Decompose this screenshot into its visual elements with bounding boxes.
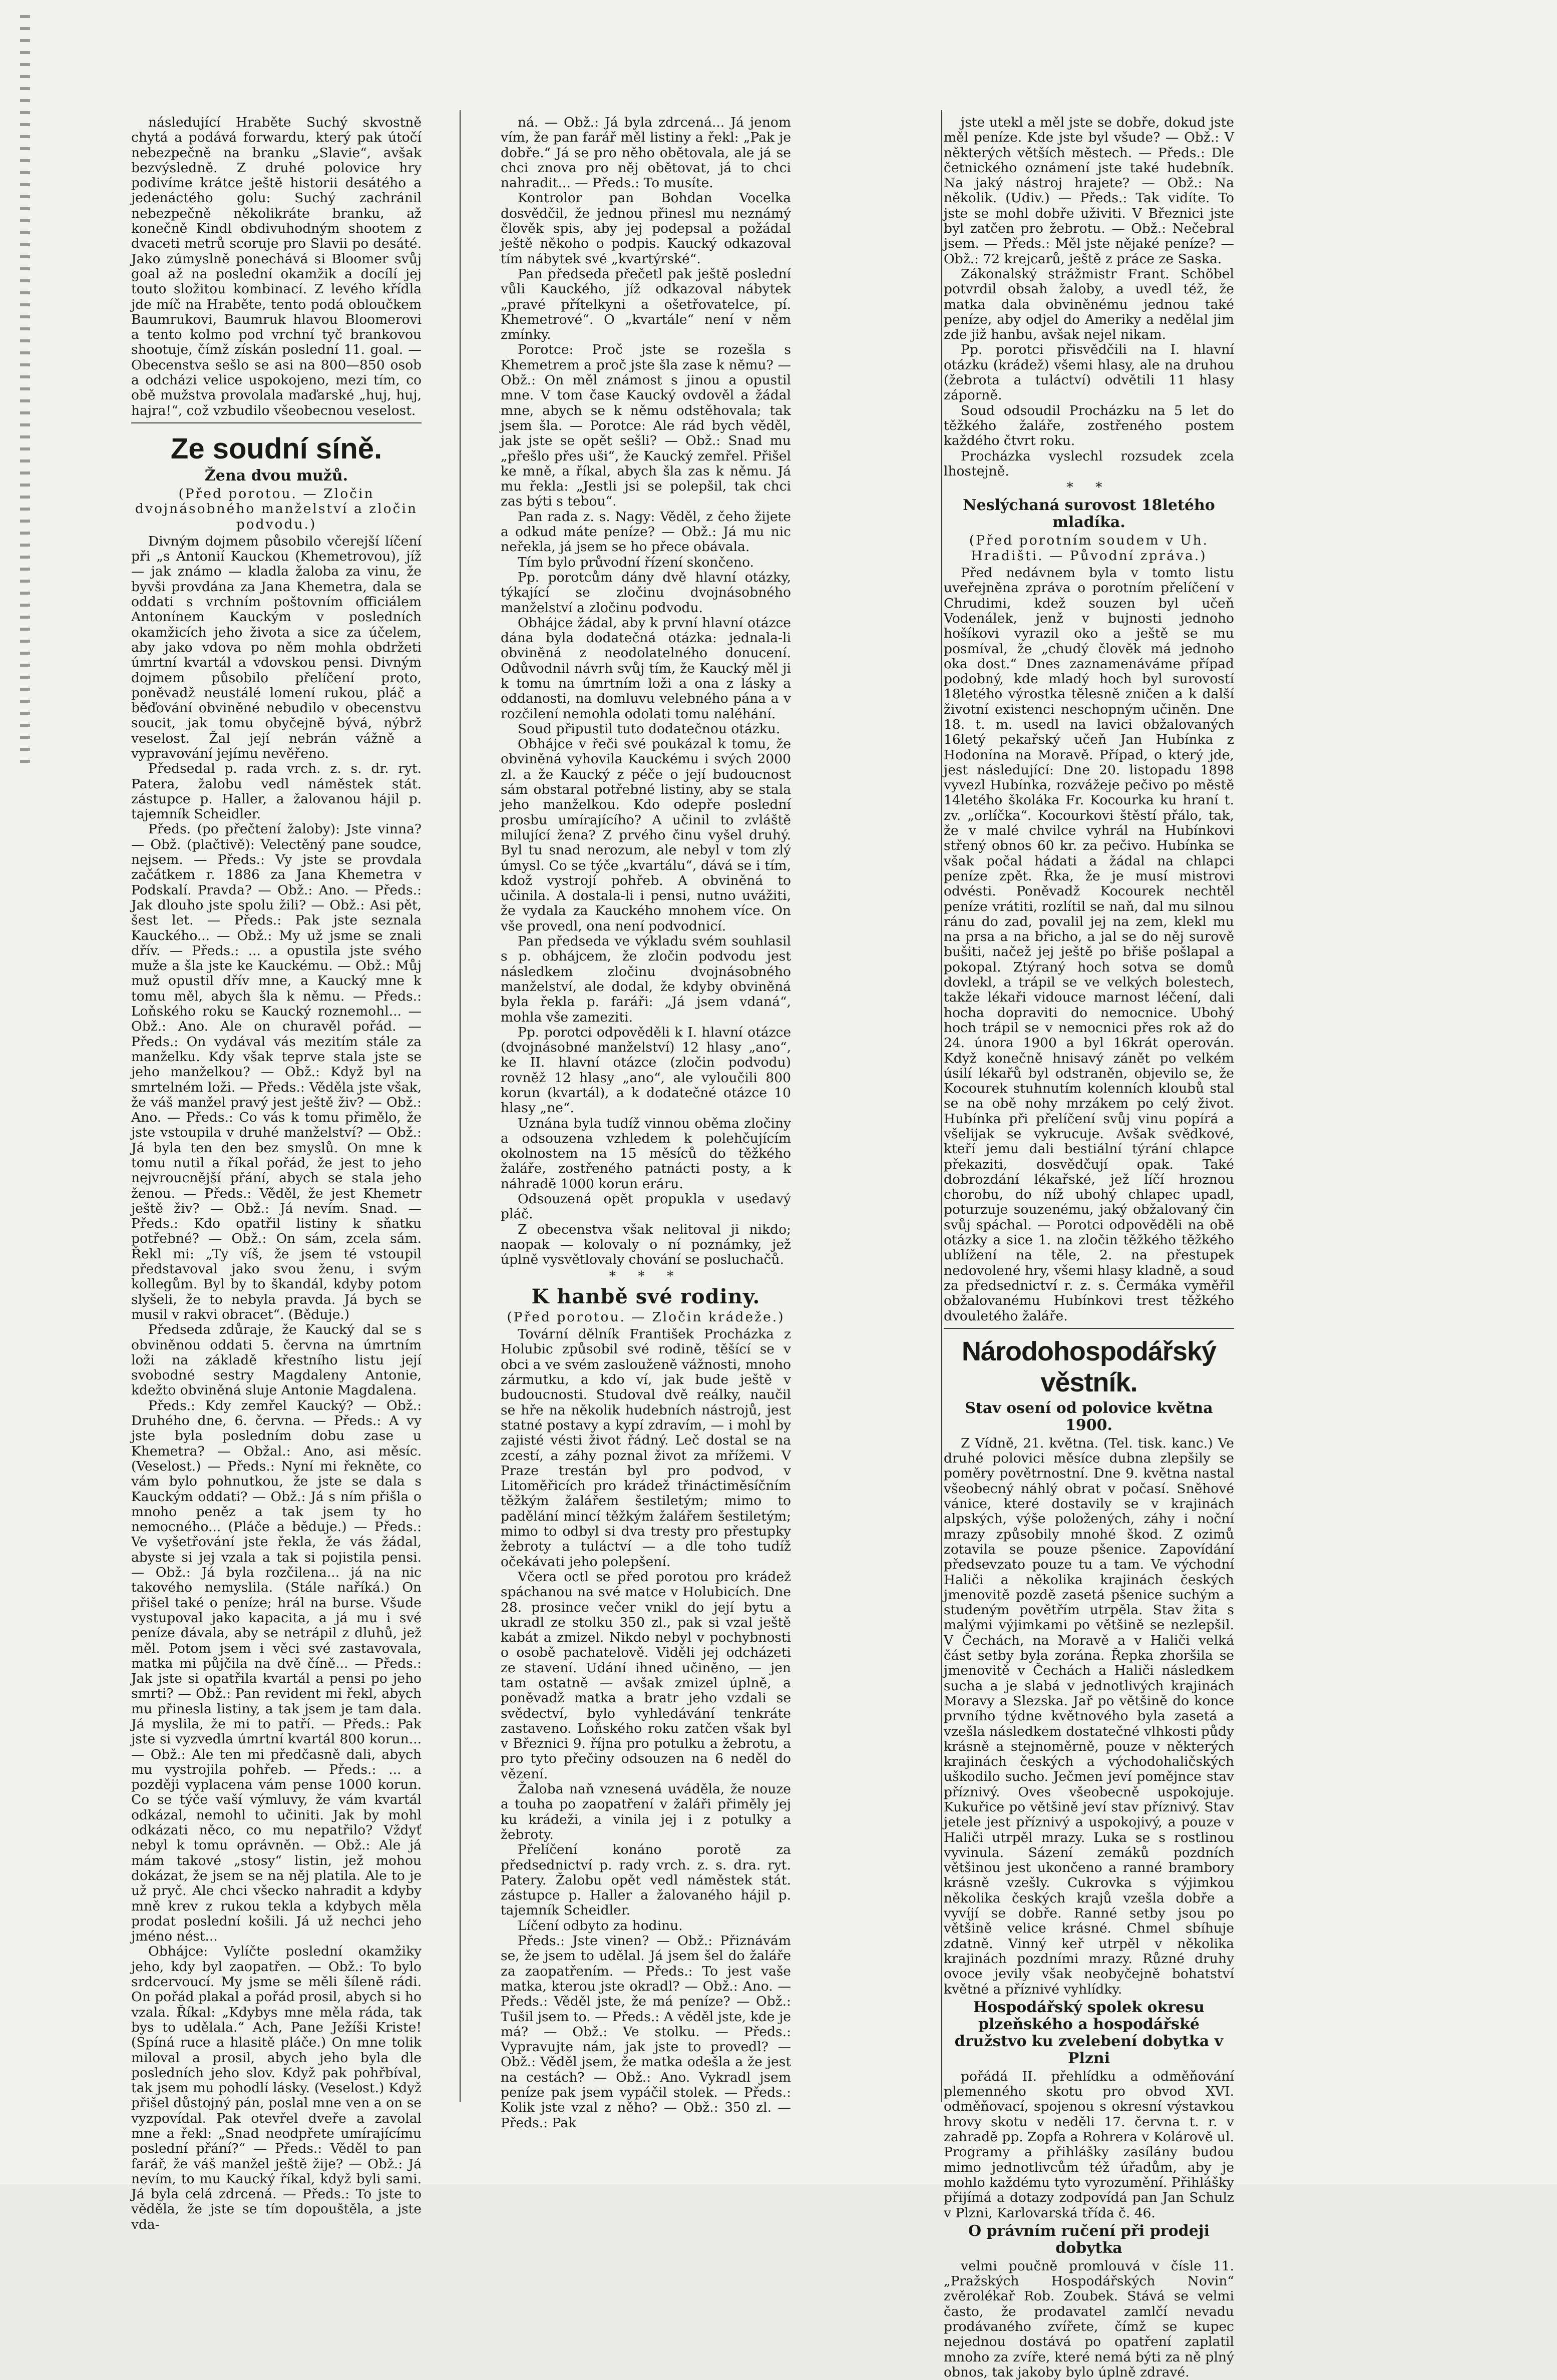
article-title: O právním ručení při prodeji dobytka xyxy=(968,2222,1210,2257)
paragraph: Soud odsoudil Procházku na 5 let do těžkého žaláře, zostřeného postem každého čtvrt roku. xyxy=(944,402,1234,449)
paragraph: Kontrolor pan Bohdan Vocelka dosvědčil, že jednou přinesl mu neznámý člověk spis, aby jej podepsal a požádal ještě někoho o podpis. Kaucký odkazoval tím nábytek své „kvartýrské“. xyxy=(501,190,791,267)
paragraph: Pan předseda přečetl pak ještě poslední vůli Kauckého, jíž odkazoval nábytek „pravé přítelkyni a ošetřovatelce, pí. Khemetrové“. O „kvartále“ není v něm zmínky. xyxy=(501,266,791,343)
binding-holes xyxy=(20,15,30,766)
paragraph: Tovární dělník František Procházka z Holubic způsobil své rodině, těšící se v obci a ve svém zaslouženě vážnosti, mnoho zármutku, a kdo ví, jak bude ještě v budoucnosti. Studoval dvě reálky, naučil se hře na několik hudebních nástrojů, jest statné postavy a kypí zdravím, — i mohl by zajisté vésti život řádný. Leč dostal se na zcestí, a záhy poznal život za mřížemi. V Praze trestán byl pro podvod, v Litoměřicích pro krádež třináctiměsíčním těžkým žalářem šestiletým; mimo to padělání mincí těžkým žalářem šestiletým; mimo to odbyl si dva tresty pro přestupky žebroty a tuláctví — a dle toho tudíž očekávati jeho polepšení. xyxy=(501,1326,791,1570)
paragraph: Před nedávnem byla v tomto listu uveřejněna zpráva o porotním přelíčení v Chrudimi, kdež souzen byl učeň Vodenálek, jenž v bujnosti jednoho hošíkovi vyrazil oko a ještě se mu posmíval, že „chudý člověk má jednoho oka dost.“ Dnes zaznamenáváme případ podobný, kde mladý hoch byl surovostí 18letého výrostka tělesně zničen a k další životní existenci neschopným učiněn. Dne 18. t. m. usedl na lavici obžalovaných 16letý pekařský učeň Jan Hubínka z Hodonína na Moravě. Případ, o který jde, jest následující: Dne 20. listopadu 1898 vyvezl Hubínka, rozvážeje pečivo po městě 14letého školáka Fr. Kocourka ku hraní t. zv. „orlíčka“. Kocourkovi štěstí přálo, tak, že v malé chvilce vyhrál na Hubínkovi střený obnos 60 kr. za pečivo. Hubínka se však počal hádati a žádal na chlapci peníze zpět. Řka, že je musí mistrovi odvésti. Poněvadž Kocourek nechtěl peníze vrátiti, rozlítil se naň, dal mu silnou ránu do zad, povalil jej na zem, klekl mu na prsa a na břicho, a jal se do něj surově bušiti, načež jej ještě po břiše pošlapal a pokopal. Ztýraný hoch sotva se domů dovlekl, a trápil se ve velkých bolestech, takže lékaři vidouce marnost léčení, dali hocha dopraviti do nemocnice. Ubohý hoch trápil se v nemocnici přes rok až do 24. února 1900 a byl 16krát operován. Když konečně hnisavý zánět po velkém úsilí lékařů byl odstraněn, objevilo se, že Kocourek stuhnutím kolenních kloubů stal se na obě nohy mrzákem po celý život. Hubínka při přelíčení svůj vinu popírá a všelijak se vykrucuje. Avšak svědkové, kteří jemu dali bestiální týrání chlapce překaziti, dosvědčují opak. Také dobrozdání lékařské, jež líčí hroznou chorobu, do níž ubohý chlapec upadl, poturzuje souzenému, jaký obžalovaný čin svůj spáchal. — Porotci odpověděli na obě otázky a sice 1. na zločin těžkého těžkého ublížení na těle, 2. na přestupek nedovolené hry, všemi hlasy kladně, a soud za předsednictví r. z. s. Čermáka vyměřil obžalovanému Hubínkovi trest těžkého dvouletého žaláře. xyxy=(944,565,1234,1324)
paragraph: velmi poučně promlouvá v čísle 11. „Pražských Hospodářských Novin“ zvěrolékař Rob. Zoubek. Stává se velmi často, že prodavatel zamlčí nevadu prodávaného zvířete, čímž se kupec nejednou dostává po opatření zaplatil mnoho za zvíře, které nemá býti za ně plný obnos, tak jakoby bylo úplně zdravé. xyxy=(944,2258,1234,2380)
separator-stars: * * xyxy=(1066,480,1111,496)
article-subtitle: (Před porotou. — Zločin krádeže.) xyxy=(507,1309,785,1325)
paragraph: Předseda zdůraje, že Kaucký dal se s obviněnou oddati 5. června na úmrtním loži na základě křestního listu její svobodné sestry Magdaleny Antonie, kdežto obviněná sluje Antonie Magdalena. xyxy=(131,1322,422,1398)
paragraph: Líčení odbyto za hodinu. xyxy=(518,1918,683,1934)
paragraph: Přelíčení konáno porotě za předsednictví p. rady vrch. z. s. dra. ryt. Patery. Žalobu opět vedl náměstek stát. zástupce p. Haller a žalovaného hájil p. tajemník Scheidler. xyxy=(501,1842,791,1919)
paragraph: Divným dojmem působilo včerejší líčení při „s Antonií Kauckou (Khemetrovou), jíž — jak známo — kladla žaloba za vinu, že byvši provdána za Jana Khemetra, dala se oddati s vrchním poštovním officiálem Antonínem Kauckým v posledních okamžicích jeho života a sice za účelem, aby jako vdova po něm mohla obdržeti úmrtní kvartál a vdovskou pensi. Divným dojmem působilo přelíčení proto, poněvadž neustálé lomení rukou, pláč a běďování obviněné nebudilo v obecenstvu soucit, jak tomu obyčejně bývá, nýbrž veselost. Žal její nebrán vážně a vypravování jejímu nevěřeno. xyxy=(131,533,422,761)
paragraph: Pan předseda ve výkladu svém souhlasil s p. obhájcem, že zločin podvodu jest následkem zločinu dvojnásobného manželství, ale dodal, že kdyby obviněná byla řekla p. faráři: „Já jsem vdaná“, mohla vše zameziti. xyxy=(501,933,791,1025)
article-title: Hospodářský spolek okresu plzeňského a hospodářské družstvo ku zvelebení dobytka v Plzni xyxy=(954,1998,1224,2067)
paragraph: Pan rada z. s. Nagy: Věděl, z čeho žijete a odkud máte peníze? — Obž.: Já mu nic neřekla, já jsem se ho přece obávala. xyxy=(501,509,791,555)
paragraph: Pp. porotci přisvědčili na I. hlavní otázku (krádež) všemi hlasy, ale na druhou (žebrota a tuláctví) odvětili 11 hlasy záporně. xyxy=(944,342,1234,403)
article-subtitle: (Před porotním soudem v Uh. Hradišti. — Původní zpráva.) xyxy=(969,533,1209,564)
paragraph: Procházka vyslechl rozsudek zcela lhostejně. xyxy=(944,448,1234,479)
paragraph: Včera octl se před porotou pro krádež spáchanou na své matce v Holubicích. Dne 28. prosince večer vnikl do její bytu a ukradl ze stolku 350 zl., pak si vzal ještě kabát a zmizel. Nikdo nebyl v pochybnosti o osobě pachatelově. Viděli jej odcházeti ze stavení. Udání ihned učiněno, — jen tam ostatně — avšak zmizel úplně, a poněvadž matka a bratr jeho vzdali se svědectví, bylo vyhledávání tenkráte zastaveno. Loňského roku zatčen však byl v Březnici 9. října pro potulku a žebrotu, a pro tyto přečiny odsouzen na 6 neděl do vězení. xyxy=(501,1569,791,1782)
paragraph: Tím bylo průvodní řízení skončeno. xyxy=(518,554,754,570)
column-3 xyxy=(944,115,1234,2380)
section-rule xyxy=(131,422,422,423)
separator-stars: * * * xyxy=(609,1268,683,1284)
paragraph: Uznána byla tudíž vinnou oběma zločiny a odsouzena vzhledem k polehčujícím okolnostem na 15 měsíců do těžkého žaláře, zostřeného patnácti posty, a k náhradě 1000 korun eráru. xyxy=(501,1115,791,1192)
paragraph: Soud připustil tuto dodatečnou otázku. xyxy=(518,721,781,737)
column-rule xyxy=(460,110,461,2102)
article-title: Stav osení od polovice května 1900. xyxy=(965,1399,1213,1434)
paragraph: Předsedal p. rada vrch. z. s. dr. ryt. Patera, žalobu vedl náměstek stát. zástupce p. Haller, a žalovanou hájil p. tajemník Scheidler. xyxy=(131,761,422,822)
column-1 xyxy=(131,115,422,2232)
paragraph: Pp. porotcům dány dvě hlavní otázky, týkající se zločinu dvojnásobného manželství a zločinu podvodu. xyxy=(501,569,791,616)
column-rule xyxy=(941,110,942,2102)
paragraph: Obhájce žádal, aby k první hlavní otázce dána byla dodatečná otázka: jednala-li obviněná z neodolatelného donucení. Odůvodnil návrh svůj tím, že Kaucký měl ji k tomu na úmrtním loži a ona z lásky a oddanosti, na domluvu velebného pána a v rozčilení nemohla odolati tomu naléhání. xyxy=(501,615,791,722)
paragraph: Obhájce v řeči své poukázal k tomu, že obviněná vyhovila Kauckému i svých 2000 zl. a že Kaucký z péče o její budoucnost sám obstaral potřebné listiny, aby se stala jeho manželkou. Kdo odepře poslední prosbu umírajícího? A učinil to zvláště milující žena? Z prvého činu vyšel druhý. Byl tu snad nerozum, ale nebyl v tom zlý úmysl. Co se týče „kvartálu“, dává se i tím, kdož vystrojí pohřeb. A obviněná to učinila. A dostala-li i pensi, nutno uvážiti, že vydala za Kauckého mnohem více. On vše provedl, ona není podvodnicí. xyxy=(501,736,791,934)
paragraph: Z Vídně, 21. května. (Tel. tisk. kanc.) Ve druhé polovici měsíce dubna zlepšily se poměry povětrnostní. Dne 9. května nastal všeobecný náhlý obrat v počasí. Sněhové vánice, které dostavily se v krajinách alpských, výše položených, záhy i noční mrazy způsobily mnohé škod. Z ozimů zotavila se pouze pšenice. Zapovídání předsevzato pouze tu a tam. Ve východní Haliči a několika krajinách českých jmenovitě pozdě zasetá pšenice suchým a studeným povětřím utrpěla. Stav žita s malými výjimkami po většině se nezlepšil. V Čechách, na Moravě a v Haliči velká část setby byla zorána. Řepka zhoršila se jmenovitě v Čechách a Haliči následkem sucha a je slabá v jednotlivých krajinách Moravy a Slezska. Jař po většině do konce prvního týdne květnového byla zasetá a vzešla následkem dostatečné vlhkosti půdy krásně a stejnoměrně, pouze v některých krajinách českých a východohaličských uškodilo sucho. Ječmen jeví pomějnce stav příznivý. Oves všeobecně uspokojuje. Kukuřice po většině jeví stav příznivý. Stav jetele jest příznivý a uspokojivý, a pouze v Haliči utrpěl mrazy. Luka se s rostlinou vyvinula. Sázení zemáků pozdních většinou jest ukončeno a ranné brambory krásně vzešly. Cukrovka s výjimkou několika českých krajů vzešla dobře a vyvíjí se dobře. Ranné setby jsou po většině velice krásné. Chmel sbíhuje zdatně. Vinný keř utrpěl v několika krajinách pozdními mrazy. Různé druhy ovoce jevily však neobyčejně bohatství květné a příznivé vyhlídky. xyxy=(944,1435,1234,1997)
paragraph: Z obecenstva však nelitoval ji nikdo; naopak — kolovaly o ní poznámky, jež úplně vysvětlovaly chování se posluchačů. xyxy=(501,1221,791,1268)
paragraph: jste utekl a měl jste se dobře, dokud jste měl peníze. Kde jste byl všude? — Obž.: V některých větších městech. — Předs.: Dle četnického oznámení jste také hudebník. Na jaký nástroj hrajete? — Obž.: Na několik. (Udiv.) — Předs.: Tak vidíte. To jste se mohl dobře uživiti. V Březnici jste byl zatčen pro žebrotu. — Obž.: Nečebral jsem. — Předs.: Měl jste nějaké peníze? — Obž.: 72 krejcarů, ještě z práce ze Saska. xyxy=(944,115,1234,267)
paragraph: následující Hraběte Suchý skvostně chytá a podává forwardu, který pak útočí nebezpečně na branku „Slavie“, avšak bezvýsledně. Z druhé polovice hry podivíme krátce ještě historii desátého a jedenáctého golu: Suchý zachránil nebezpečně několikráte branku, až konečně Kindl obdivuhodným shootem z dvaceti metrů scoruje pro Slavii po desáté. Jako zúmyslně ponechává si Bloomer svůj goal až na poslední okamžik a docílí jej touto složitou kombinací. Z levého křídla jde míč na Hraběte, tento podá obloučkem Baumrukovi, Baumruk hlavou Bloomerovi a tento kolmo pod vrchní tyč brankovou shootuje, čímž získán poslední 11. goal. — Obecenstva sešlo se asi na 800—850 osob a odcházi velice uspokojeno, mezi tím, co obě mužstva provolala maďarské „huj, huj, hajra!“, což vzbudilo všeobecnou veselost. xyxy=(131,115,422,418)
paragraph: Žaloba naň vznesená uváděla, že nouze a touha po zaopatření v žaláři přiměly jej ku krádeži, a vinila jej i z potulky a žebroty. xyxy=(501,1781,791,1842)
paragraph: Předs.: Jste vinen? — Obž.: Přiznávám se, že jsem to udělal. Já jsem šel do žaláře za zaopatřením. — Předs.: To jest vaše matka, kterou jste okradl? — Obž.: Ano. — Předs.: Věděl jste, že má peníze? — Obž.: Tušil jsem to. — Předs.: A věděl jste, kde je má? — Obž.: Ve stolku. — Předs.: Vypravujte nám, jak jste to provedl? — Obž.: Věděl jsem, že matka odešla a že jest na cestách? — Obž.: Ano. Vykradl jsem peníze pak jsem vypáčil stolek. — Předs.: Kolik jste vzal z něho? — Obž.: 350 zl. — Předs.: Pak xyxy=(501,1933,791,2131)
paragraph: Odsouzená opět propukla v usedavý pláč. xyxy=(501,1191,791,1222)
article-title: Neslýchaná surovost 18letého mladíka. xyxy=(963,497,1215,532)
article-subtitle: (Před porotou. — Zločin dvojnásobného manželství a zločin podvodu.) xyxy=(135,486,418,532)
paragraph: Zákonalský strážmistr Frant. Schöbel potvrdil obsah žaloby, a uvedl též, že matka dala obviněnému jednou také peníze, aby odjel do Ameriky a nedělal jim zde již hanbu, avšak nejel nikam. xyxy=(944,266,1234,343)
paragraph: Obhájce: Vylíčte poslední okamžiky jeho, kdy byl zaopatřen. — Obž.: To bylo srdcervoucí. My jsme se měli šíleně rádi. On pořád plakal a pořád prosil, abych si ho vzala. Říkal: „Kdybys mne měla ráda, tak bys to udělala.“ Ach, Pane Ježíši Kriste! (Spíná ruce a hlasitě pláče.) On mne tolik miloval a prosil, abych jeho byla dle posledních jeho slov. Když pak pohřbíval, tak jsem mu pohodlí lásky. (Veselost.) Když přišel důstojný pán, poslal mne ven a on se vyzpovídal. Pak otevřel dveře a zavolal mne a řekl: „Snad neodpřete umírajícímu poslední přání?“ — Předs.: Věděl to pan farář, že váš manžel ještě žije? — Obž.: Já nevím, to mu Kaucký říkal, když byli sami. Já byla celá zdrcená. — Předs.: To jste to věděla, že jste se tím dopouštěla, a jste vda- xyxy=(131,1944,422,2232)
paragraph: Pp. porotci odpověděli k I. hlavní otázce (dvojnásobné manželství) 12 hlasy „ano“, ke II. hlavní otázce (zločin podvodu) rovněž 12 hlasy „ano“, ale vyloučili 800 korun (kvartál), a k dodatečné otázce 10 hlasy „ne“. xyxy=(501,1024,791,1116)
column-2 xyxy=(501,115,791,2147)
paragraph: Předs.: Kdy zemřel Kaucký? — Obž.: Druhého dne, 6. června. — Předs.: A vy jste byla posledním dobu zase u Khemetra? — Obžal.: Ano, asi měsíc. (Veselost.) — Předs.: Nyní mi řekněte, co vám bylo pohnutkou, že jste se dala s Kauckým oddati? — Obž.: Já s ním přišla o mnoho peněz a tak jsem ty ho nemocného... (Pláče a běduje.) — Předs.: Ve vyšetřování jste řekla, že vás žádal, abyste si jej vzala a tak si pojistila pensi. — Obž.: Já byla rozčilena... já na nic takového nemyslila. (Stále naříká.) On přišel také o peníze; hrál na burse. Všude vystupoval jako kapacita, a já mu i své peníze dávala, aby se netrápil z dluhů, jež měl. Potom jsem i věci své zastavovala, matka mi půjčila na dvě číně... — Předs.: Jak jste si opatřila kvartál a pensi po jeho smrti? — Obž.: Pan revident mi řekl, abych mu přinesla listiny, a tak jsem je tam dala. Já myslila, že mi to patří. — Předs.: Pak jste si vyzvedla úmrtní kvartál 800 korun... — Obž.: Ale ten mi předčasně dali, abych mu vystrojila pohřeb. — Předs.: ... a později vyplacena vám pense 1000 korun. Co se týče vaší výmluvy, že vám kvartál odkázal, nemohl to učiniti. Jak by mohl odkázati něco, co mu nepatřilo? Vždyť nebyl k tomu oprávněn. — Obž.: Ale já mám takové „stosy“ listin, jež mohou dokázat, že jsem se na něj platila. Ale to je už pryč. Ale chci všecko nahradit a kdyby mně krev z rukou tekla a kdybych měla prodat poslední košili. Já už nechci jeho jméno nést... xyxy=(131,1397,422,1945)
paragraph: Předs. (po přečtení žaloby): Jste vinna? — Obž. (plačtivě): Velectěný pane soudce, nejsem. — Předs.: Vy jste se provdala začátkem r. 1886 za Jana Khemetra v Podskalí. Pravda? — Obž.: Ano. — Předs.: Jak dlouho jste spolu žili? — Obž.: Asi pět, šest let. — Předs.: Pak jste seznala Kauckého... — Obž.: My už jsme se znali dřív. — Předs.: ... a opustila jste svého muže a šla jste ke Kauckému. — Obž.: Můj muž opustil dřív mne, a Kaucký mne k tomu měl, abych šla k němu. — Předs.: Loňského roku se Kaucký roznemohl... — Obž.: Ano. Ale on churavěl pořád. — Předs.: On vydával vás mezitím stále za manželku. Kdy však teprve stala jste se jeho manželkou? — Obž.: Když byl na smrtelném loži. — Předs.: Věděla jste však, že váš manžel pravý jest ještě živ? — Obž.: Ano. — Předs.: Co vás k tomu přimělo, že jste vstoupila v druhé manželství? — Obž.: Já byla ten den bez smyslů. On mne k tomu nutil a říkal pořád, že jest to jeho nejvroucnější přání, abych se stala jeho ženou. — Předs.: Věděl, že jest Khemetr ještě živ? — Obž.: Já nevím. Snad. — Předs.: Kdo opatřil listiny k sňatku potřebné? — Obž.: On sám, zcela sám. Řekl mi: „Ty víš, že jsem té vstoupil představoval jako svou ženu, i svým kollegům. Byl by to škandál, kdyby potom slyšeli, že to nebyla pravda. Já bych se musil v rakvi obracet“. (Běduje.) xyxy=(131,821,422,1322)
paragraph: ná. — Obž.: Já byla zdrcená... Já jenom vím, že pan farář měl listiny a řekl: „Pak je dobře.“ Já se pro něho obětovala, ale já se chci znova pro něj obětovat, já to chci nahradit... — Předs.: To musíte. xyxy=(501,115,791,191)
paragraph: Porotce: Proč jste se rozešla s Khemetrem a proč jste šla zase k němu? — Obž.: On měl známost s jinou a opustil mne. V tom čase Kaucký ovdověl a žádal mne, abych se k němu odstěhovala; tak jsem šla. — Porotce: Ale rád bych věděl, jak jste se opět sešli? — Obž.: Snad mu „přešlo přes uši“, že Kaucký zemřel. Přišel ke mně, a říkal, abych šla zas k němu. Já mu řekla: „Jestli jsi se polepšil, tak chci zas býti s tebou“. xyxy=(501,342,791,510)
section-rule xyxy=(944,1328,1234,1329)
article-title: Žena dvou mužů. xyxy=(204,466,348,485)
section-heading-court: Ze soudní síně. xyxy=(170,432,382,465)
section-heading-economy: Národohospodářský věstník. xyxy=(961,1336,1217,1397)
paragraph: pořádá II. přehlídku a odměňování plemenného skotu pro obvod XVI. odměňovací, spojenou s okresní výstavkou hrovy skotu v neděli 17. června t. r. v zahradě pp. Zopfa a Rohrera v Kolárově ul. Programy a přihlášky zasílány budou mimo jednotlivcům též úřadům, aby je mohlo každému tyto vyrozumění. Přihlášky přijímá a dotazy zodpovídá pan Jan Schulz v Plzni, Karlovarská třída č. 46. xyxy=(944,2068,1234,2221)
article-title: K hanbě své rodiny. xyxy=(531,1284,760,1308)
